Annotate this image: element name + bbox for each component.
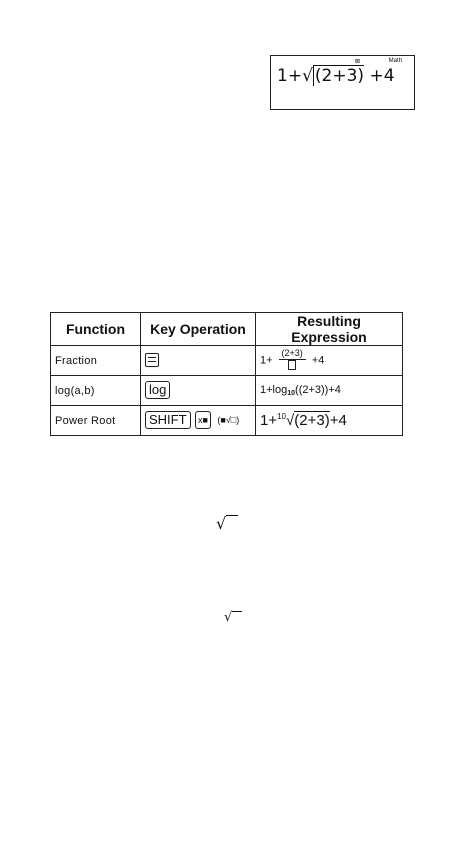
header-function: Function — [51, 313, 141, 346]
log-base: 10 — [287, 390, 296, 397]
fraction-numerator: (2+3) — [279, 348, 306, 360]
fraction-result — [279, 348, 306, 373]
expr-radicand: (2+3) — [314, 66, 365, 86]
row-function-fraction: Fraction — [51, 346, 141, 376]
fraction-key-icon — [145, 353, 159, 367]
calculator-display — [270, 55, 415, 110]
square-root-icon: √ — [302, 66, 313, 86]
display-expression — [277, 66, 395, 86]
function-key-table — [50, 312, 403, 436]
header-key-operation: Key Operation — [141, 313, 256, 346]
result-expression-cell — [256, 406, 403, 436]
table-row — [51, 406, 403, 436]
table-row — [51, 376, 403, 406]
table-header-row — [51, 313, 403, 346]
result-suffix: +4 — [311, 354, 325, 367]
result-expression-cell — [256, 346, 403, 376]
result-expression-cell — [256, 376, 403, 406]
result-suffix: +4 — [329, 412, 347, 429]
shift-indicator-icon: ⊠ — [355, 58, 361, 65]
result-prefix: 1+ — [260, 412, 278, 429]
math-mode-indicator: Math — [388, 58, 402, 64]
square-root-icon: √ — [216, 514, 238, 533]
result-radicand: (2+3) — [294, 412, 330, 429]
result-suffix: ((2+3))+4 — [295, 384, 341, 396]
root-key-secondary: (■√□) — [217, 415, 240, 426]
header-resulting-expression: Resulting Expression — [256, 313, 403, 346]
key-operation-cell — [141, 376, 256, 406]
result-prefix: 1+log — [260, 384, 288, 396]
expr-prefix: 1+ — [277, 66, 303, 86]
key-operation-cell — [141, 346, 256, 376]
x-power-key: x■ — [195, 411, 211, 429]
row-function-log: log(a,b) — [51, 376, 141, 406]
expr-suffix: +4 — [364, 66, 395, 86]
square-root-icon: √ — [224, 610, 242, 625]
table-row — [51, 346, 403, 376]
empty-box-icon — [288, 360, 296, 370]
log-key: log — [145, 381, 170, 399]
shift-key: SHIFT — [145, 411, 191, 429]
key-operation-cell — [141, 406, 256, 436]
result-prefix: 1+ — [260, 354, 273, 367]
row-function-power-root: Power Root — [51, 406, 141, 436]
root-icon: √ — [286, 412, 295, 429]
root-index: 10 — [277, 412, 287, 421]
